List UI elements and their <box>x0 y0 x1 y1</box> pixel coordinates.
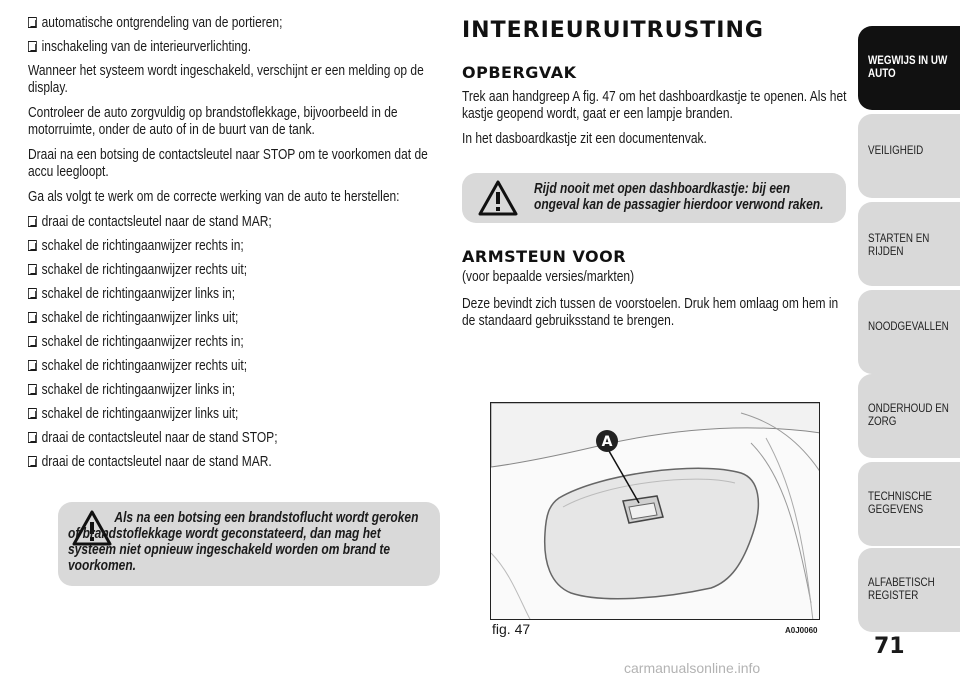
checkbox-bullet-icon <box>28 216 37 227</box>
glovebox-warning-text: Rijd nooit met open dashboardkastje: bij een ongeval kan de passagier hierdoor verwond raken. <box>534 180 824 213</box>
glovebox-warning-box <box>462 173 846 223</box>
list-item: draai de contactsleutel naar de stand MAR. <box>28 453 440 470</box>
checkbox-bullet-icon <box>28 432 37 443</box>
tab-noodgevallen[interactable]: NOODGEVALLEN <box>858 290 960 374</box>
paragraph: Wanneer het systeem wordt ingeschakeld, verschijnt er een melding op de display. <box>28 62 424 96</box>
armrest-heading: ARMSTEUN VOOR <box>462 247 627 266</box>
tab-wegwijs[interactable]: WEGWIJS IN UW AUTO <box>858 26 960 110</box>
tab-alfabetisch-register[interactable]: ALFABETISCH REGISTER <box>858 548 960 632</box>
section-title: INTERIEURUITRUSTING <box>462 18 764 43</box>
armrest-subheading: (voor bepaalde versies/markten) <box>462 268 635 285</box>
glovebox-illustration <box>491 403 820 620</box>
list-item: schakel de richtingaanwijzer links uit; <box>28 309 440 326</box>
checkbox-bullet-icon <box>28 384 37 395</box>
checkbox-bullet-icon <box>28 41 37 52</box>
checkbox-bullet-icon <box>28 17 37 28</box>
list-item: schakel de richtingaanwijzer links uit; <box>28 405 440 422</box>
list-item: draai de contactsleutel naar de stand STOP; <box>28 429 440 446</box>
left-column <box>28 14 440 477</box>
left-text-block <box>28 14 440 470</box>
paragraph: Deze bevindt zich tussen de voorstoelen. Druk hem omlaag om hem in de standaard gebruiksstand te brengen. <box>462 295 839 329</box>
paragraph: In het dasboardkastje zit een documentenvak. <box>462 130 707 147</box>
checkbox-bullet-icon <box>28 456 37 467</box>
list-item: schakel de richtingaanwijzer links in; <box>28 381 440 398</box>
paragraph: Ga als volgt te werk om de correcte werking van de auto te herstellen: <box>28 188 400 205</box>
tab-onderhoud-en-zorg[interactable]: ONDERHOUD EN ZORG <box>858 374 960 458</box>
storage-text-block <box>462 88 848 147</box>
checkbox-bullet-icon <box>28 264 37 275</box>
checkbox-bullet-icon <box>28 360 37 371</box>
list-item: schakel de richtingaanwijzer rechts uit; <box>28 357 440 374</box>
list-item: schakel de richtingaanwijzer rechts in; <box>28 237 440 254</box>
list-item: schakel de richtingaanwijzer links in; <box>28 285 440 302</box>
glovebox-figure <box>490 402 820 620</box>
tab-technische-gegevens[interactable]: TECHNISCHE GEGEVENS <box>858 462 960 546</box>
armrest-section <box>462 247 848 337</box>
right-column <box>462 18 848 155</box>
armrest-text-block <box>462 268 848 329</box>
paragraph: Trek aan handgreep A fig. 47 om het dashboardkastje te openen. Als het kastje geopend wordt, gaat er een lampje branden. <box>462 88 847 122</box>
fuel-warning-box <box>58 502 440 586</box>
warning-triangle-icon <box>478 180 518 216</box>
list-item: automatische ontgrendeling van de portieren; <box>28 14 440 31</box>
figure-caption: fig. 47 <box>492 621 531 637</box>
tab-starten-en-rijden[interactable]: STARTEN EN RIJDEN <box>858 202 960 286</box>
tab-veiligheid[interactable]: VEILIGHEID <box>858 114 960 198</box>
figure-code: A0J0060 <box>785 626 818 635</box>
storage-heading: OPBERGVAK <box>462 63 577 82</box>
checkbox-bullet-icon <box>28 240 37 251</box>
checkbox-bullet-icon <box>28 288 37 299</box>
fuel-warning-text: Als na een botsing een brandstoflucht wordt geroken of brandstoflekkage wordt geconstateerd, dan mag het systeem niet opnieuw ingeschakeld worden om brand te voorkomen. <box>68 509 419 574</box>
paragraph: Controleer de auto zorgvuldig op brandstoflekkage, bijvoorbeeld in de motorruimte, onder de auto of in de buurt van de tank. <box>28 104 398 138</box>
list-item: schakel de richtingaanwijzer rechts in; <box>28 333 440 350</box>
callout-label: A <box>601 434 613 450</box>
checkbox-bullet-icon <box>28 336 37 347</box>
paragraph: Draai na een botsing de contactsleutel naar STOP om te voorkomen dat de accu leegloopt. <box>28 146 428 180</box>
watermark: carmanualsonline.info <box>624 660 761 676</box>
checkbox-bullet-icon <box>28 312 37 323</box>
list-item: draai de contactsleutel naar de stand MAR; <box>28 213 440 230</box>
list-item: inschakeling van de interieurverlichting. <box>28 38 440 55</box>
page-number: 71 <box>874 634 905 659</box>
list-item: schakel de richtingaanwijzer rechts uit; <box>28 261 440 278</box>
checkbox-bullet-icon <box>28 408 37 419</box>
